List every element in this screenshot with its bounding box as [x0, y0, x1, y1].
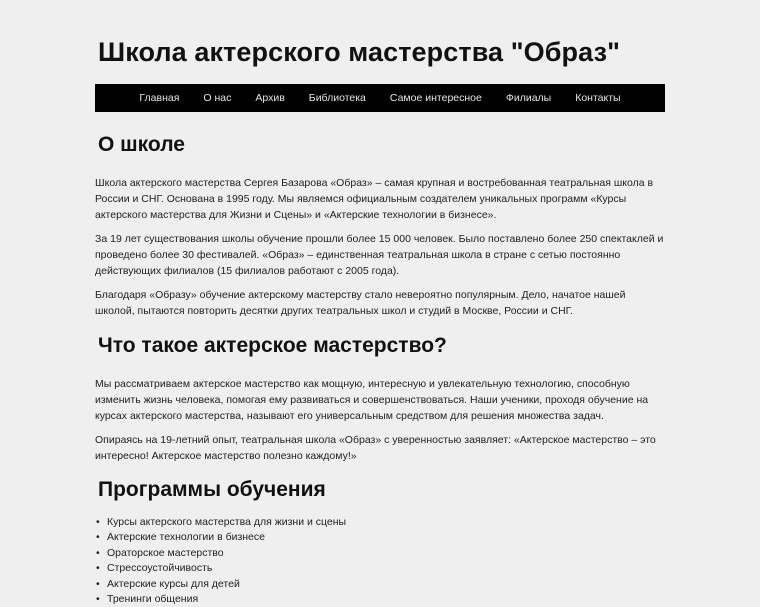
acting-heading: Что такое актерское мастерство? [98, 334, 447, 357]
nav-item-archive[interactable]: Архив [255, 92, 285, 104]
about-heading: О школе [98, 133, 185, 156]
list-item: • Актерские курсы для детей [107, 577, 665, 592]
acting-paragraph-2: Опираясь на 19-летний опыт, театральная школа «Образ» с уверенностью заявляет: «Актерское мастерство – это интересно! Актерское мастерство полезно каждому!» [95, 434, 656, 462]
main-content [95, 125, 665, 607]
nav-item-library[interactable]: Библиотека [308, 92, 366, 104]
about-paragraph-2: За 19 лет существования школы обучение прошли более 15 000 человек. Было поставлено более 250 спектаклей и проведено более 30 фестивалей. «Образ» – единственная театральная школа в стране с сетью постоянно действующих филиалов (15 филиалов работают с 2005 года). [95, 233, 664, 277]
programs-list [95, 515, 665, 607]
list-item: • Актерские технологии в бизнесе [107, 530, 665, 545]
nav-item-branches[interactable]: Филиалы [505, 92, 552, 104]
nav-item-featured[interactable]: Самое интересное [389, 92, 482, 104]
programs-heading: Программы обучения [98, 478, 326, 501]
list-item: • Тренинги общения [107, 592, 665, 607]
list-item: • Курсы актерского мастерства для жизни и сцены [107, 515, 665, 530]
list-item: • Стрессоустойчивость [107, 561, 665, 576]
list-item: • Ораторское мастерство [107, 546, 665, 561]
site-title: Школа актерского мастерства "Образ" [98, 37, 621, 67]
acting-paragraph-1: Мы рассматриваем актерское мастерство как мощную, интересную и увлекательную технологию, способную изменить жизнь человека, помогая ему развиваться и совершенствоваться. Наши ученики, проходя обучение на курсах актерского мастерства, называют его универсальным средством для решения множества задач. [95, 378, 649, 422]
about-paragraph-1: Школа актерского мастерства Сергея Базарова «Образ» – самая крупная и востребованная театральная школа в России и СНГ. Основана в 1995 году. Мы являемся официальным создателем уникальных программ «Курсы актерского мастерства для Жизни и Сцены» и «Актерские технологии в бизнесе». [95, 177, 654, 221]
nav-item-contacts[interactable]: Контакты [575, 92, 621, 104]
nav-item-home[interactable]: Главная [139, 92, 180, 104]
main-nav [95, 84, 665, 112]
nav-item-about[interactable]: О нас [203, 92, 232, 104]
about-paragraph-3: Благодаря «Образу» обучение актерскому мастерству стало невероятно популярным. Дело, начатое нашей школой, пытаются повторить десятки других театральных школ и студий в Москве, России и СНГ. [95, 289, 626, 317]
